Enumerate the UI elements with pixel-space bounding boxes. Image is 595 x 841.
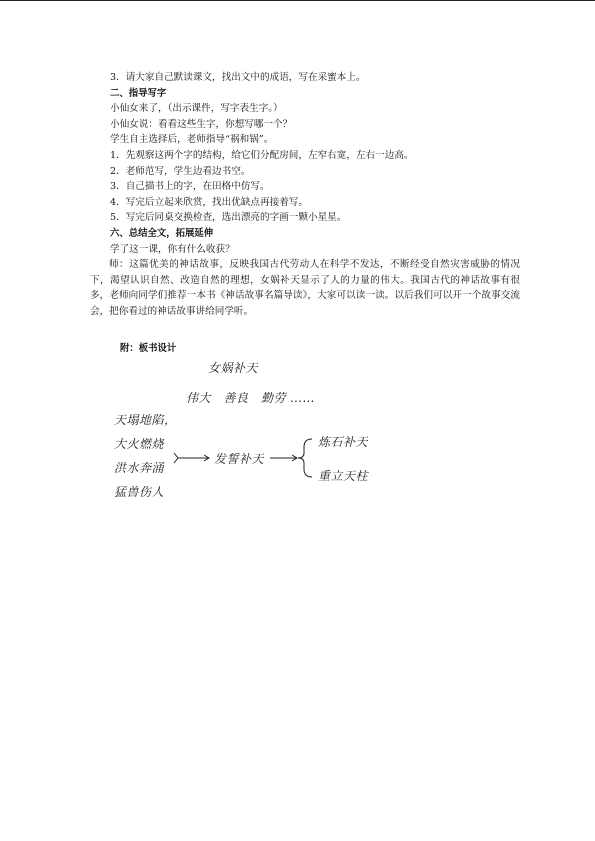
board-result: 炼石补天 — [318, 435, 369, 449]
section-heading-summary: 六、总结全文，拓展延伸 — [110, 227, 214, 239]
section-heading-writing: 二、指导写字 — [110, 87, 167, 99]
board-cause: 大火燃烧 — [114, 437, 165, 451]
text-line: 小仙女说：看看这些生字，你想写哪一个？ — [110, 118, 293, 130]
step-line: 5．写完后同桌交换检查，选出漂亮的字画一颗小星星。 — [110, 212, 347, 224]
appendix-title: 附：板书设计 — [120, 343, 177, 354]
cause-bracket — [174, 453, 178, 463]
text-line: 小仙女来了，（出示课件，写字表生字。） — [110, 103, 283, 115]
board-cause: 天塌地陷， — [114, 413, 177, 427]
text-line: 学生自主选择后，老师指导“祸和锅”。 — [110, 134, 274, 146]
teacher-paragraph: 师：这篇优美的神话故事，反映我国古代劳动人在科学不发达，不断经受自然灾害威胁的情况下，渴望认识自然、改造自然的理想，女娲补天显示了人的力量的伟大。我国古代的神话故事有很多，老师向同学们推荐一本书《神话故事名篇导读》，大家可以读一读。以后我们可以开一个故事交流会，把你看过的神话故事讲给同学听。 — [90, 259, 520, 317]
board-cause: 洪水奔涌 — [114, 461, 165, 475]
board-result: 重立天柱 — [318, 469, 369, 483]
page-top-rule — [0, 0, 595, 1]
step-line: 2．老师范写，学生边看边书空。 — [110, 165, 251, 177]
result-brace — [298, 439, 312, 477]
blackboard-design — [100, 355, 420, 515]
step-line: 3．请大家自己默读课文，找出文中的成语，写在采蜜本上。 — [110, 72, 366, 83]
board-traits: 伟大 善良 勤劳 …… — [186, 391, 316, 405]
board-title: 女娲补天 — [208, 361, 259, 375]
lesson-text — [90, 70, 520, 320]
text-line: 学了这一课，你有什么收获？ — [110, 243, 235, 255]
board-middle: 发誓补天 — [214, 452, 265, 466]
step-line: 4．写完后立起来欣赏，找出优缺点再接着写。 — [110, 196, 308, 208]
step-line: 3．自己描书上的字，在田格中仿写。 — [110, 181, 270, 193]
step-line: 1．先观察这两个字的结构，给它们分配房间，左窄右宽，左右一边高。 — [110, 149, 414, 161]
board-cause: 猛兽伤人 — [114, 485, 165, 499]
